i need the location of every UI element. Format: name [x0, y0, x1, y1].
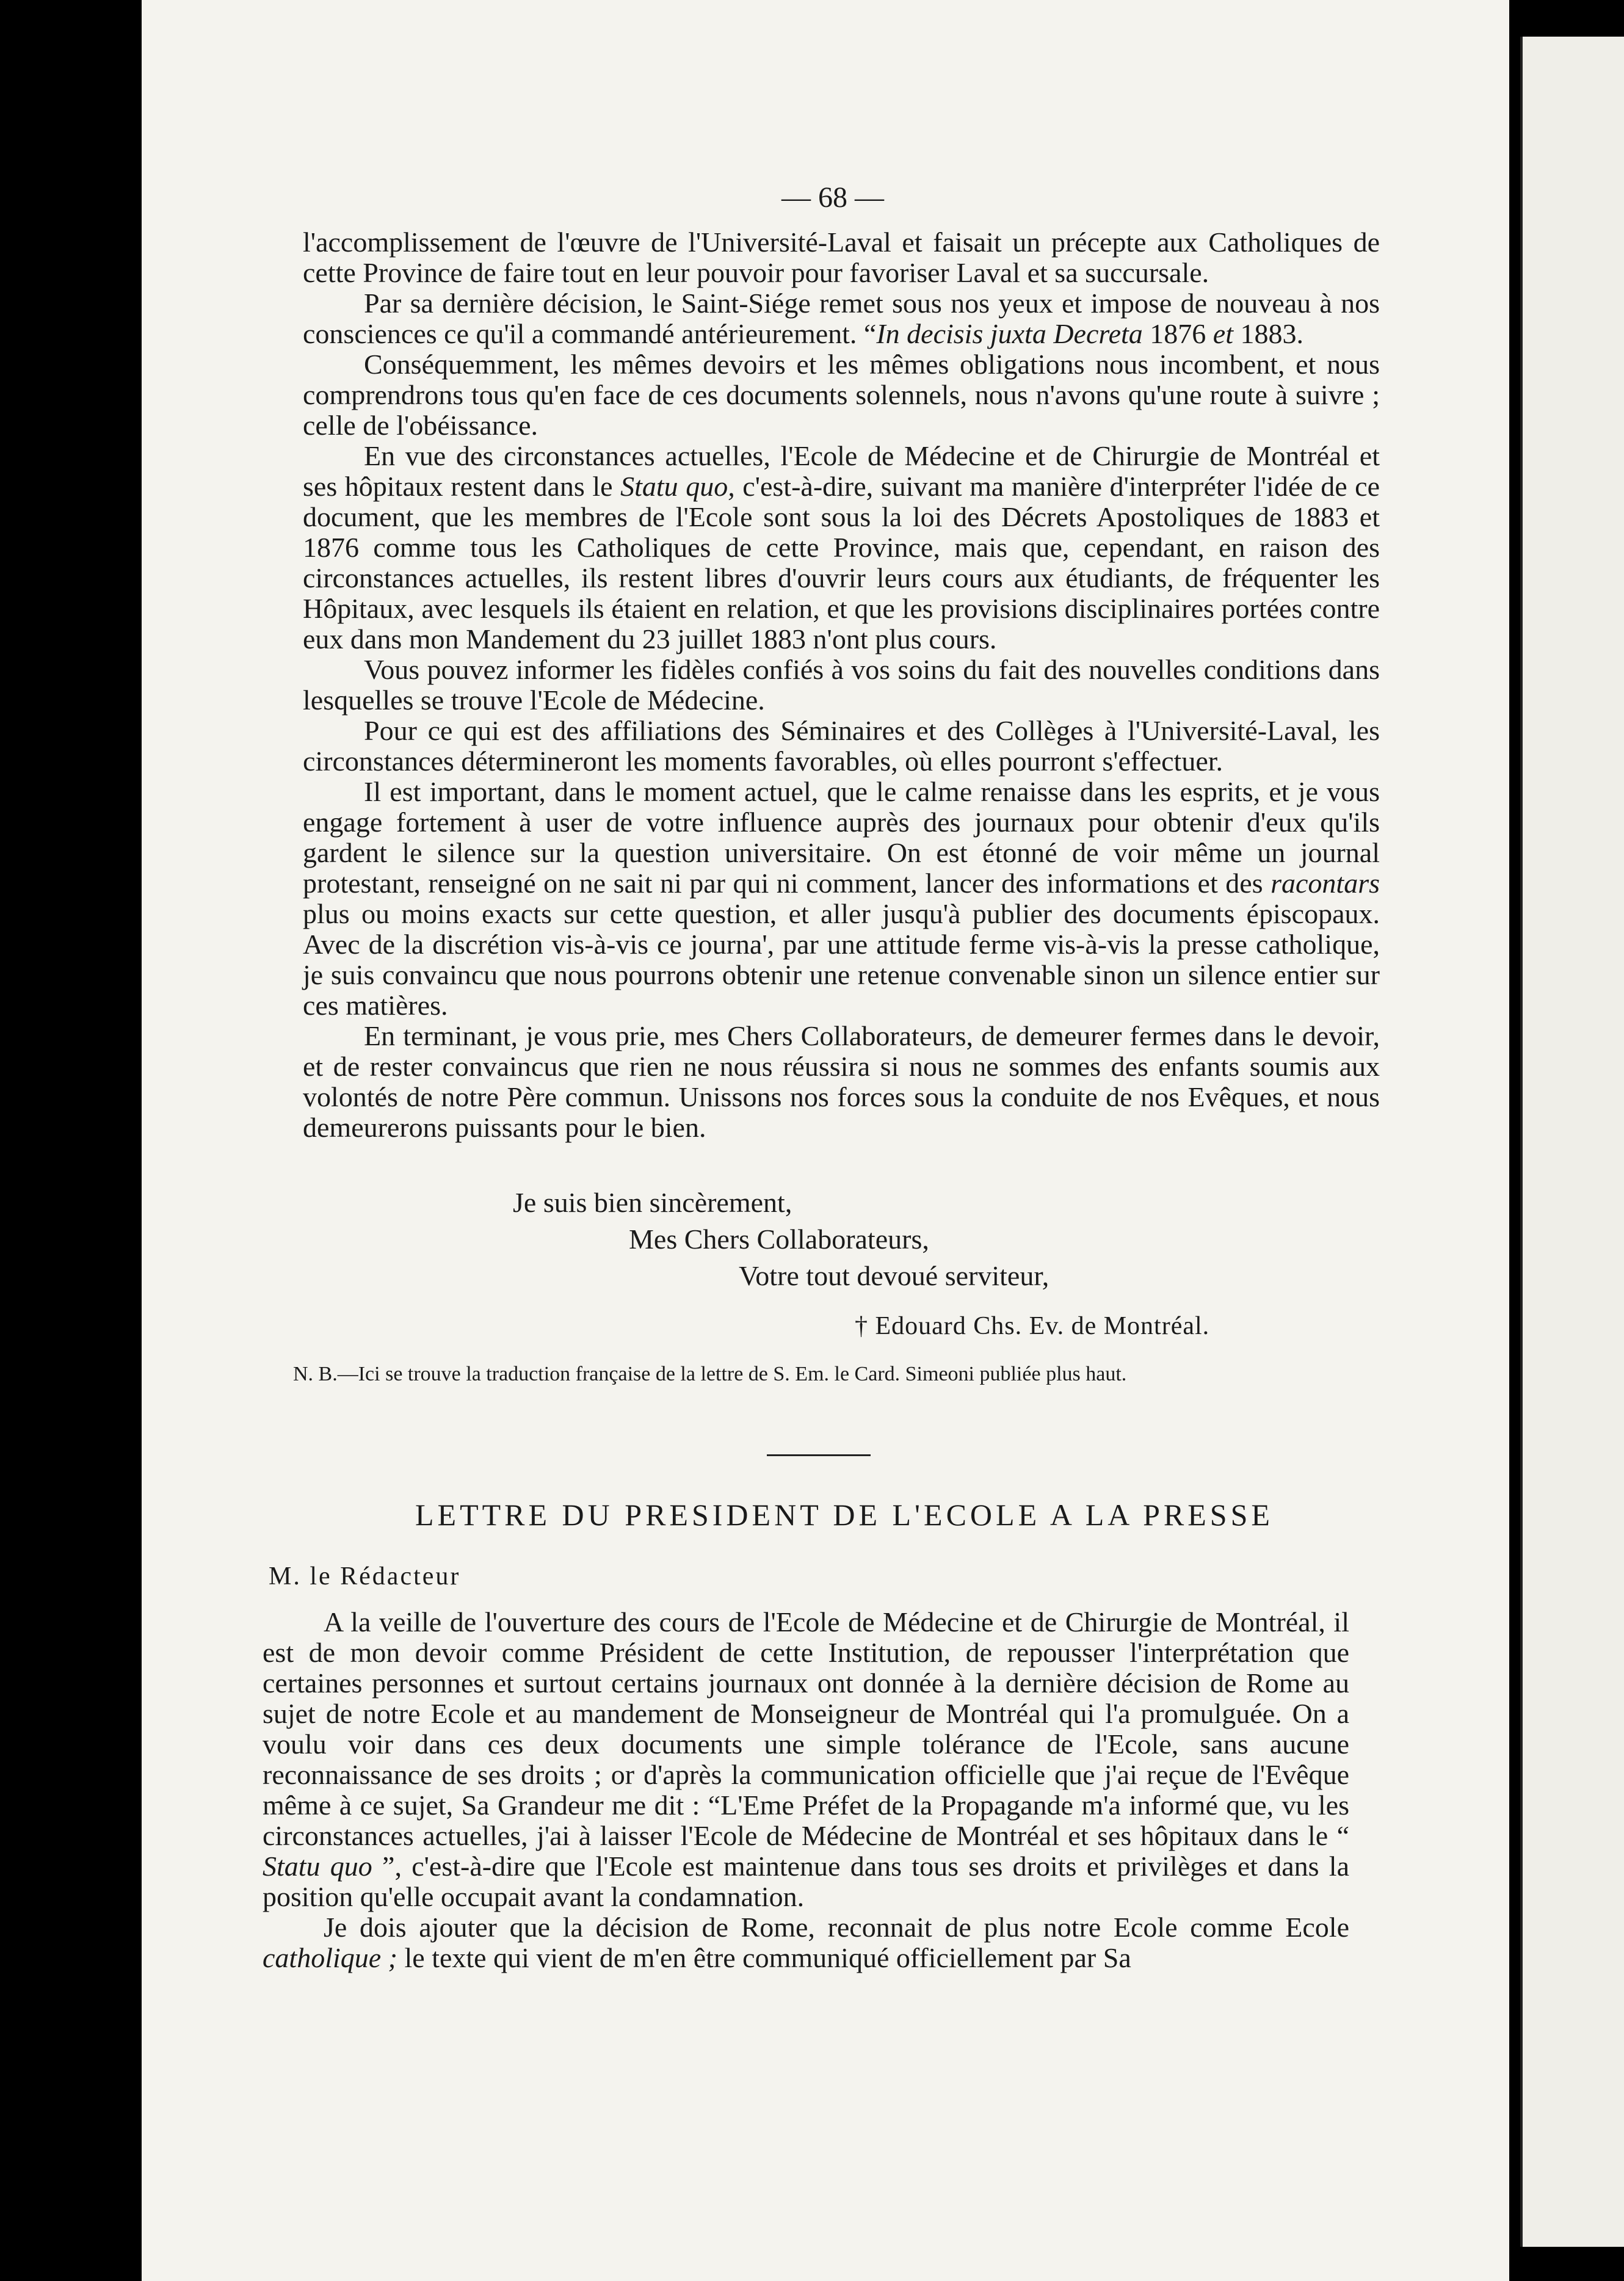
- press-letter-body: [263, 1607, 1349, 1973]
- paragraph: Je dois ajouter que la décision de Rome, reconnait de plus notre Ecole comme Ecole catholique ; le texte qui vient de m'en être communiqué officiellement par Sa: [263, 1912, 1349, 1973]
- paragraph: En terminant, je vous prie, mes Chers Collaborateurs, de demeurer fermes dans le devoir, et de rester convaincus que rien ne nous réussira si nous ne sommes des enfants soumis aux volontés de notre Père commun. Unissons nos forces sous la conduite de nos Evêques, et nous demeurerons puissants pour le bien.: [303, 1020, 1380, 1143]
- paragraph: Pour ce qui est des affiliations des Séminaires et des Collèges à l'Université-Laval, les circonstances détermineront les moments favorables, où elles pourront s'effectuer.: [303, 715, 1380, 777]
- paragraph: En vue des circonstances actuelles, l'Ecole de Médecine et de Chirurgie de Montréal et ses hôpitaux restent dans le Statu quo, c'est-à-dire, suivant ma manière d'interpréter l'idée de ce document, que les membres de l'Ecole sont sous la loi des Décrets Apostoliques de 1883 et 1876 comme tous les Catholiques de cette Province, mais que, cependant, en raison des circonstances actuelles, ils restent libres d'ouvrir leurs cours aux étudiants, de fréquenter les Hôpitaux, avec lesquels ils étaient en relation, et que les provisions disciplinaires portées contre eux dans mon Mandement du 23 juillet 1883 n'ont plus cours.: [303, 440, 1380, 655]
- section-heading: LETTRE DU PRESIDENT DE L'ECOLE A LA PRESSE: [415, 1498, 1274, 1532]
- closing-line: Votre tout devoué serviteur,: [739, 1260, 1049, 1291]
- paragraph: A la veille de l'ouverture des cours de l'Ecole de Médecine et de Chirurgie de Montréal, il est de mon devoir comme Président de cette Institution, de repousser l'interprétation que certaines personnes et surtout certains journaux ont donnée à la dernière décision de Rome au sujet de notre Ecole et au mandement de Monseigneur de Montréal qui l'a promulguée. On a voulu voir dans ces deux documents une simple tolérance de l'Ecole, sans aucune reconnaissance de ses droits ; or d'après la communication officielle que j'ai reçue de l'Evêque même à ce sujet, Sa Grandeur me dit : “L'Eme Préfet de la Propagande m'a informé que, vu les circonstances actuelles, j'ai à laisser l'Ecole de Médecine de Montréal et ses hôpitaux dans le “ Statu quo ”, c'est-à-dire que l'Ecole est maintenue dans tous ses droits et privilèges et dans la position qu'elle occupait avant la condamnation.: [263, 1606, 1350, 1912]
- paragraph: Il est important, dans le moment actuel, que le calme renaisse dans les esprits, et je vous engage fortement à user de votre influence auprès des journaux pour obtenir d'eux qu'ils gardent le silence sur la question universitaire. On est étonné de voir même un journal protestant, renseigné on ne sait ni par qui ni comment, lancer des informations et des racontars plus ou moins exacts sur cette question, et aller jusqu'à publier des documents épiscopaux. Avec de la discrétion vis-à-vis ce journa', par une attitude ferme vis-à-vis la presse catholique, je suis convaincu que nous pourrons obtenir une retenue convenable sinon un silence entier sur ces matières.: [303, 776, 1380, 1021]
- paragraph: Par sa dernière décision, le Saint-Siége remet sous nos yeux et impose de nouveau à nos consciences ce qu'il a commandé antérieurement. “In decisis juxta Decreta 1876 et 1883.: [303, 288, 1380, 349]
- closing-line: Mes Chers Collaborateurs,: [629, 1224, 929, 1255]
- closing: [513, 1184, 1049, 1294]
- paragraph: l'accomplissement de l'œuvre de l'Université-Laval et faisait un précepte aux Catholiques de cette Province de faire tout en leur pouvoir pour favoriser Laval et sa succursale.: [303, 227, 1380, 288]
- footnote: N. B.—Ici se trouve la traduction française de la lettre de S. Em. le Card. Simeoni publiée plus haut.: [293, 1363, 1127, 1385]
- facing-page-edge: [1520, 37, 1624, 2247]
- paragraph: Conséquemment, les mêmes devoirs et les mêmes obligations nous incombent, et nous comprendrons tous qu'en face de ces documents solennels, nous n'avons qu'une route à suivre ; celle de l'obéissance.: [303, 349, 1380, 441]
- signature: † Edouard Chs. Ev. de Montréal.: [855, 1312, 1210, 1340]
- section-divider: [767, 1454, 871, 1456]
- salutation: M. le Rédacteur: [269, 1562, 461, 1590]
- paragraph: Vous pouvez informer les fidèles confiés à vos soins du fait des nouvelles conditions dans lesquelles se trouve l'Ecole de Médecine.: [303, 654, 1380, 716]
- page-number: — 68 —: [781, 181, 884, 214]
- letter-body: [303, 227, 1380, 1143]
- closing-line: Je suis bien sincèrement,: [513, 1187, 792, 1218]
